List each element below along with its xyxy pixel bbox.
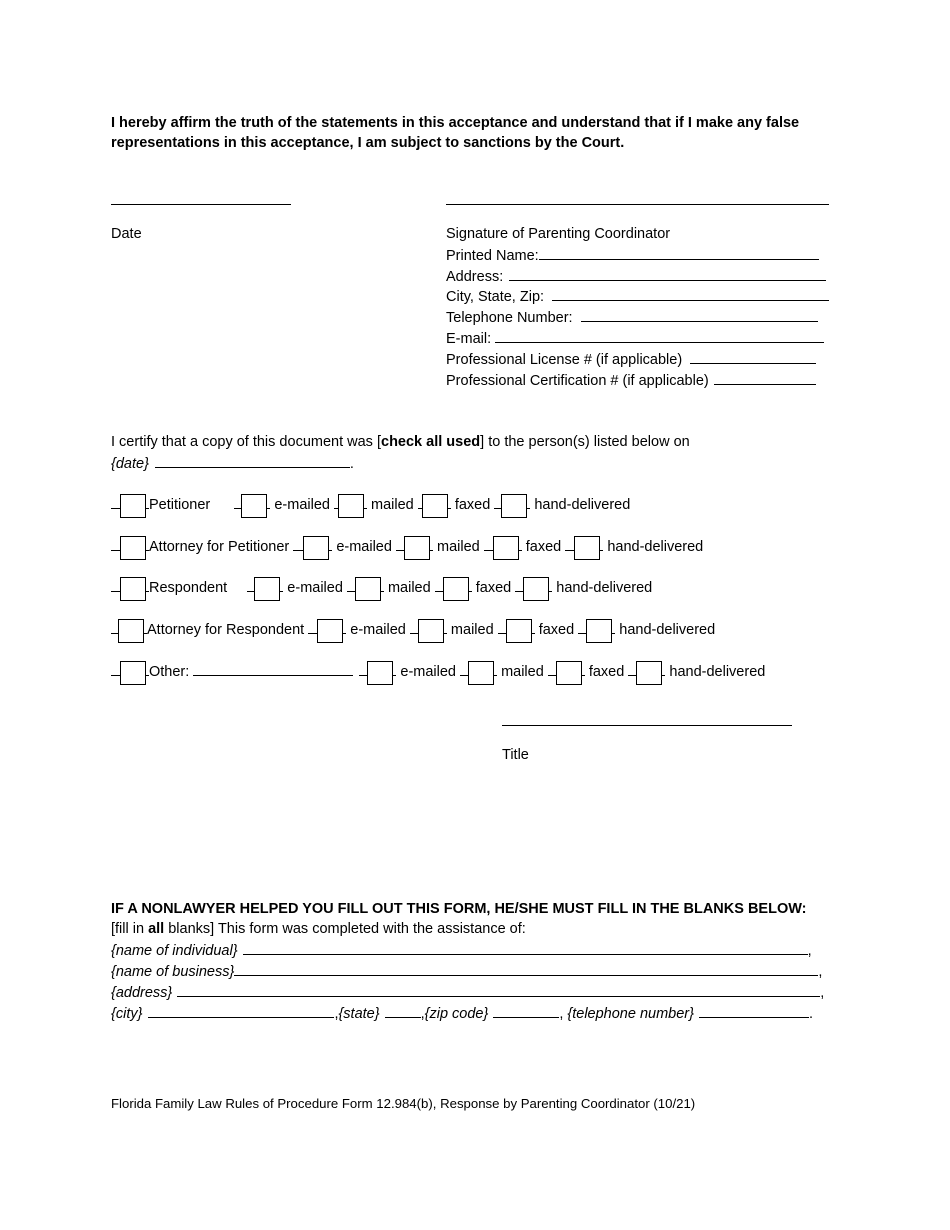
nonlawyer-city-row: {city} ,{state} ,{zip code} , {telephone number} . bbox=[111, 1003, 813, 1025]
certify-date-end: . bbox=[349, 456, 354, 472]
email-blank[interactable] bbox=[495, 328, 824, 343]
individual-name-label: {name of individual} bbox=[111, 943, 238, 959]
mailed-label: mailed bbox=[387, 580, 431, 596]
method-blank bbox=[410, 619, 418, 634]
faxed-checkbox[interactable] bbox=[422, 494, 448, 518]
method-blank bbox=[548, 661, 556, 676]
email-label: E-mail: bbox=[446, 331, 492, 347]
faxed-label: faxed bbox=[588, 664, 625, 680]
method-blank bbox=[469, 577, 472, 592]
form-footer: Florida Family Law Rules of Procedure Form 12.984(b), Response by Parenting Coordinator (10/21) bbox=[111, 1096, 696, 1111]
service-row-attorney-respondent bbox=[111, 619, 715, 643]
faxed-label: faxed bbox=[454, 497, 491, 513]
mailed-label: mailed bbox=[371, 497, 414, 513]
faxed-checkbox[interactable] bbox=[556, 661, 582, 685]
service-row-respondent bbox=[111, 577, 652, 601]
emailed-label: e-mailed bbox=[274, 497, 330, 513]
service-row-attorney-petitioner bbox=[111, 536, 703, 560]
recipient-checkbox[interactable] bbox=[120, 494, 146, 518]
hand-delivered-checkbox[interactable] bbox=[574, 536, 600, 560]
date-signature-line[interactable] bbox=[111, 204, 291, 205]
state-blank[interactable] bbox=[385, 1003, 421, 1018]
method-blank bbox=[662, 661, 665, 676]
emailed-label: e-mailed bbox=[400, 664, 456, 680]
certify-date-row bbox=[111, 453, 354, 475]
certify-text-bold: check all used bbox=[381, 434, 481, 450]
coordinator-signature-line[interactable] bbox=[446, 204, 829, 205]
method-blank bbox=[444, 619, 447, 634]
recipient-label: Attorney for Respondent bbox=[147, 622, 305, 638]
row-lead-blank bbox=[111, 577, 120, 592]
emailed-checkbox[interactable] bbox=[367, 661, 393, 685]
mailed-checkbox[interactable] bbox=[418, 619, 444, 643]
method-blank bbox=[234, 494, 241, 509]
phone-blank[interactable] bbox=[699, 1003, 809, 1018]
recipient-checkbox[interactable] bbox=[118, 619, 144, 643]
nonlawyer-address-blank[interactable] bbox=[177, 982, 820, 997]
emailed-checkbox[interactable] bbox=[317, 619, 343, 643]
other-recipient-blank[interactable] bbox=[193, 661, 353, 676]
certify-statement bbox=[111, 432, 690, 453]
address-blank[interactable] bbox=[509, 266, 826, 281]
method-blank bbox=[549, 577, 552, 592]
hand-delivered-checkbox[interactable] bbox=[523, 577, 549, 601]
hand-delivered-label: hand-delivered bbox=[534, 497, 631, 513]
method-blank bbox=[267, 494, 270, 509]
email-field[interactable] bbox=[446, 328, 824, 350]
method-blank bbox=[393, 661, 396, 676]
method-blank bbox=[565, 536, 574, 551]
hand-delivered-checkbox[interactable] bbox=[636, 661, 662, 685]
row-lead-blank bbox=[111, 619, 118, 634]
method-blank bbox=[293, 536, 303, 551]
method-blank bbox=[532, 619, 535, 634]
method-blank bbox=[498, 619, 506, 634]
mailed-label: mailed bbox=[501, 664, 544, 680]
method-blank bbox=[280, 577, 283, 592]
city-state-zip-field[interactable] bbox=[446, 286, 829, 308]
faxed-checkbox[interactable] bbox=[443, 577, 469, 601]
faxed-label: faxed bbox=[525, 539, 562, 555]
method-blank bbox=[484, 536, 493, 551]
title-signature-line[interactable] bbox=[502, 725, 792, 726]
professional-certification-blank[interactable] bbox=[714, 370, 816, 385]
telephone-field[interactable] bbox=[446, 307, 818, 329]
individual-name-blank[interactable] bbox=[243, 940, 808, 955]
mailed-label: mailed bbox=[450, 622, 494, 638]
hand-delivered-label: hand-delivered bbox=[619, 622, 716, 638]
mailed-label: mailed bbox=[436, 539, 480, 555]
instr-post: blanks] This form was completed with the assistance of: bbox=[164, 921, 526, 937]
affirmation-line-2: representations in this acceptance, I am subject to sanctions by the Court. bbox=[111, 135, 625, 151]
address-label: Address: bbox=[446, 269, 504, 285]
method-blank bbox=[494, 661, 497, 676]
zip-blank[interactable] bbox=[493, 1003, 559, 1018]
nonlawyer-instructions bbox=[111, 919, 526, 940]
mailed-checkbox[interactable] bbox=[355, 577, 381, 601]
printed-name-field[interactable] bbox=[446, 245, 819, 267]
state-label: {state} bbox=[338, 1006, 380, 1022]
professional-license-blank[interactable] bbox=[690, 349, 816, 364]
city-blank[interactable] bbox=[148, 1003, 334, 1018]
city-state-zip-label: City, State, Zip: bbox=[446, 289, 545, 305]
nonlawyer-heading: IF A NONLAWYER HELPED YOU FILL OUT THIS FORM, HE/SHE MUST FILL IN THE BLANKS BELOW: bbox=[111, 901, 807, 917]
zip-label: {zip code} bbox=[424, 1006, 489, 1022]
method-blank bbox=[347, 577, 355, 592]
method-blank bbox=[381, 577, 384, 592]
professional-certification-label: Professional Certification # (if applicable) bbox=[446, 373, 709, 389]
emailed-checkbox[interactable] bbox=[303, 536, 329, 560]
emailed-label: e-mailed bbox=[287, 580, 343, 596]
method-blank bbox=[460, 661, 468, 676]
row-lead-blank bbox=[111, 536, 120, 551]
hand-delivered-checkbox[interactable] bbox=[501, 494, 527, 518]
city-state-zip-blank[interactable] bbox=[552, 286, 829, 301]
method-blank bbox=[364, 494, 367, 509]
telephone-label: Telephone Number: bbox=[446, 310, 573, 326]
affirmation-line-1: I hereby affirm the truth of the statements in this acceptance and understand that if I make any false bbox=[111, 115, 800, 131]
nonlawyer-business-row: {name of business} , bbox=[111, 961, 822, 983]
nonlawyer-name-row: {name of individual} , bbox=[111, 940, 812, 962]
phone-label: {telephone number} bbox=[567, 1006, 694, 1022]
business-name-blank[interactable] bbox=[234, 961, 818, 976]
emailed-checkbox[interactable] bbox=[254, 577, 280, 601]
printed-name-blank[interactable] bbox=[539, 245, 819, 260]
row-lead-blank bbox=[111, 494, 120, 509]
instr-bold: all bbox=[148, 921, 165, 937]
service-row-other bbox=[111, 661, 765, 685]
signature-label: Signature of Parenting Coordinator bbox=[446, 226, 671, 242]
address-field[interactable] bbox=[446, 266, 826, 288]
recipient-checkbox[interactable] bbox=[120, 536, 146, 560]
hand-delivered-label: hand-delivered bbox=[556, 580, 653, 596]
mailed-checkbox[interactable] bbox=[338, 494, 364, 518]
professional-license-label: Professional License # (if applicable) bbox=[446, 352, 683, 368]
faxed-checkbox[interactable] bbox=[506, 619, 532, 643]
faxed-checkbox[interactable] bbox=[493, 536, 519, 560]
method-blank bbox=[527, 494, 530, 509]
method-blank bbox=[247, 577, 254, 592]
nonlawyer-address-row: {address} , bbox=[111, 982, 824, 1004]
professional-license-field[interactable] bbox=[446, 349, 816, 371]
recipient-label: Petitioner bbox=[149, 497, 211, 513]
faxed-label: faxed bbox=[475, 580, 512, 596]
recipient-label: Respondent bbox=[149, 580, 228, 596]
service-row-petitioner bbox=[111, 494, 630, 518]
method-blank bbox=[600, 536, 603, 551]
row-lead-blank bbox=[111, 661, 120, 676]
certify-text-post: ] to the person(s) listed below on bbox=[480, 434, 690, 450]
certify-date-blank[interactable] bbox=[155, 453, 350, 468]
business-name-label: {name of business} bbox=[111, 964, 235, 980]
printed-name-label: Printed Name: bbox=[446, 248, 539, 264]
hand-delivered-label: hand-delivered bbox=[669, 664, 766, 680]
mailed-checkbox[interactable] bbox=[468, 661, 494, 685]
method-blank bbox=[396, 536, 404, 551]
method-blank bbox=[515, 577, 523, 592]
method-blank bbox=[430, 536, 433, 551]
emailed-label: e-mailed bbox=[336, 539, 392, 555]
method-blank bbox=[343, 619, 346, 634]
certify-text-pre: I certify that a copy of this document was [ bbox=[111, 434, 381, 450]
method-blank bbox=[359, 661, 367, 676]
method-blank bbox=[578, 619, 586, 634]
mailed-checkbox[interactable] bbox=[404, 536, 430, 560]
method-blank bbox=[329, 536, 332, 551]
method-blank bbox=[628, 661, 636, 676]
certify-date-label: {date} bbox=[111, 456, 149, 472]
instr-pre: [fill in bbox=[111, 921, 149, 937]
method-blank bbox=[308, 619, 317, 634]
nonlawyer-address-label: {address} bbox=[111, 985, 173, 1001]
method-blank bbox=[582, 661, 585, 676]
recipient-label: Attorney for Petitioner bbox=[149, 539, 290, 555]
method-blank bbox=[612, 619, 615, 634]
faxed-label: faxed bbox=[538, 622, 575, 638]
emailed-checkbox[interactable] bbox=[241, 494, 267, 518]
method-blank bbox=[519, 536, 522, 551]
recipient-checkbox[interactable] bbox=[120, 577, 146, 601]
recipient-label: Other: bbox=[149, 664, 190, 680]
hand-delivered-checkbox[interactable] bbox=[586, 619, 612, 643]
telephone-blank[interactable] bbox=[581, 307, 818, 322]
city-label: {city} bbox=[111, 1006, 143, 1022]
emailed-label: e-mailed bbox=[350, 622, 406, 638]
hand-delivered-label: hand-delivered bbox=[607, 539, 704, 555]
recipient-checkbox[interactable] bbox=[120, 661, 146, 685]
method-blank bbox=[435, 577, 443, 592]
professional-certification-field[interactable] bbox=[446, 370, 816, 392]
method-blank bbox=[448, 494, 451, 509]
title-label: Title bbox=[502, 747, 529, 763]
date-label: Date bbox=[111, 226, 142, 242]
method-blank bbox=[494, 494, 501, 509]
